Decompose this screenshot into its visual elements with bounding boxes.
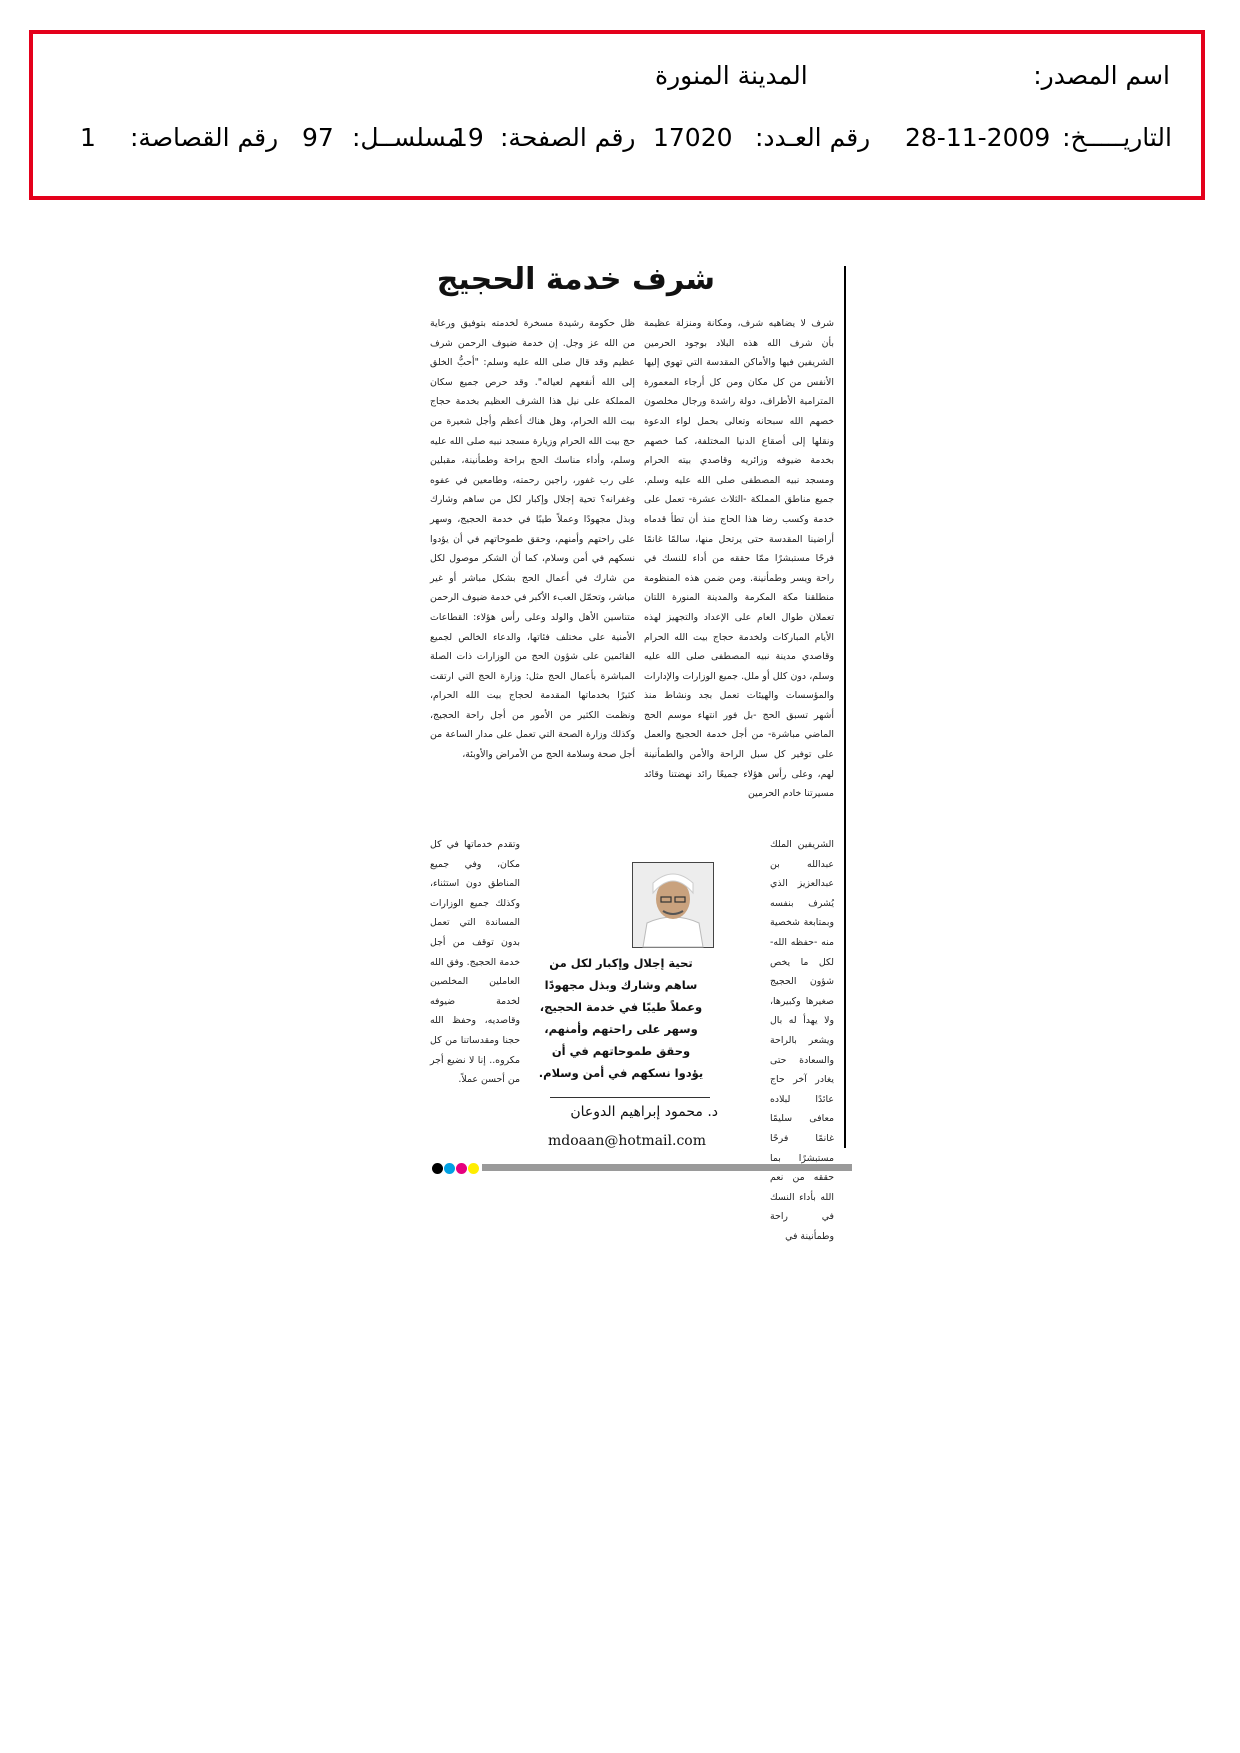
registration-dot-magenta [456,1163,467,1174]
article-title: شرف خدمة الحجيج [436,262,715,297]
author-name: د. محمود إبراهيم الدوعان [570,1104,718,1120]
registration-dot-cyan [444,1163,455,1174]
bottom-bar [482,1164,852,1171]
column-rule [844,266,846,1148]
article-column-left-continued: وتقدم خدماتها في كل مكان، وفي جميع المناطق دون استثناء، وكذلك جميع الوزارات المساندة التي تعمل بدون توقف من أجل خدمة الحجيج. وفق الله العاملين المخلصين لخدمة ضيوفه وقاصديه، وحفظ الله حجنا ومقدساتنا من كل مكروه.. إنا لا نضيع أجر من أحسن عملاً. [430,839,520,1086]
page-label: رقم الصفحة: [500,123,636,152]
source-value: المدينة المنورة [655,61,808,90]
author-email: mdoaan@hotmail.com [547,1133,706,1149]
article-column-left: ظل حكومة رشيدة مسخرة لخدمته بتوفيق ورعاية من الله عز وجل. إن خدمة ضيوف الرحمن شرف عظيم وقد قال صلى الله عليه وسلم: "أحبُّ الخلق إلى الله أنفعهم لعياله". وقد حرص جميع سكان المملكة على نيل هذا الشرف العظيم بخدمة حجاج بيت الله الحرام، وهل هناك أعظم وأجل شعيرة من حج بيت الله الحرام وزيارة مسجد نبيه صلى الله عليه وسلم، وأداء مناسك الحج براحة وطمأنينة، مقبلين على رب غفور، راجين رحمته، وطامعين في عفوه وغفرانه؟ تحية إجلال وإكبار لكل من ساهم وشارك وبذل مجهودًا وعملاً طيبًا في خدمة الحجيج، وسهر على راحتهم وأمنهم، وحقق طموحاتهم في أن يؤدوا نسكهم في أمن وسلام، كما أن الشكر موصول لكل من شارك في أعمال الحج بشكل مباشر أو غير مباشر، وتحمّل العبء الأكبر في خدمة ضيوف الرحمن متناسين الأهل والولد وعلى رأس هؤلاء: القطاعات الأمنية على مختلف فئاتها، والدعاء الخالص لجميع القائمين على شؤون الحج من الوزارات ذات الصلة المباشرة بأعمال الحج مثل: وزارة الحج التي ارتقت كثيرًا بخدماتها المقدمة لحجاج بيت الله الحرام، ونظمت الكثير من الأمور من أجل راحة الحجيج، وكذلك وزارة الصحة التي تعمل على مدار الساعة من أجل صحة وسلامة الحج من الأمراض والأوبئة، [430,318,635,761]
registration-dot-black [432,1163,443,1174]
registration-dot-yellow [468,1163,479,1174]
issue-label: رقم العـدد: [755,123,871,152]
pull-quote: تحية إجلال وإكبار لكل من ساهم وشارك وبذل مجهودًا وعملاً طيبًا في خدمة الحجيج، وسهر على راحتهم وأمنهم، وحقق طموحاتهم في أن يؤدوا نسكهم في أمن وسلام. [538,956,704,1080]
article-column-right: شرف لا يضاهيه شرف، ومكانة ومنزلة عظيمة بأن شرف الله هذه البلاد بوجود الحرمين الشريفين فيها والأماكن المقدسة التي تهوي إليها الأنفس من كل مكان ومن كل أرجاء المعمورة المترامية الأطراف، دولة راشدة ورجال مخلصون خصهم الله سبحانه وتعالى بحمل لواء الدعوة ونقلها إلى أصقاع الدنيا المختلفة، كما خصهم بخدمة ضيوفه وزائريه وقاصدي بيته الحرام ومسجد نبيه المصطفى صلى الله عليه وسلم. جميع مناطق المملكة -الثلاث عشرة- تعمل على خدمة وكسب رضا هذا الحاج منذ أن تطأ قدماه أراضينا المقدسة حتى يرتحل منها، سالمًا غانمًا فرحًا مستبشرًا ممّا حققه من أداء للنسك في راحة ويسر وطمأنينة. ومن ضمن هذه المنظومة منطلقنا مكة المكرمة والمدينة المنورة اللتان تعملان طوال العام على الإعداد والتجهيز لهذه الأيام المباركات ولخدمة حجاج بيت الله الحرام وقاصدي مدينة نبيه المصطفى صلى الله عليه وسلم، دون كلل أو ملل. جميع الوزارات والإدارات والمؤسسات والهيئات تعمل بجد ونشاط منذ أشهر تسبق الحج -بل فور انتهاء موسم الحج الماضي مباشرة- من أجل خدمة الحجيج والعمل على توفير كل سبل الراحة والأمن والطمأنينة لهم، وعلى رأس هؤلاء جميعًا رائد نهضتنا وقائد مسيرتنا خادم الحرمين [644,318,834,800]
date-value: 28-11-2009 [905,123,1051,152]
author-photo [632,862,714,948]
article-column-right-continued: الشريفين الملك عبدالله بن عبدالعزيز الذي يُشرف بنفسه وبمتابعة شخصية منه -حفظه الله- لكل ما يخص شؤون الحجيج صغيرها وكبيرها، ولا يهدأ له بال ويشعر بالراحة والسعادة حتى يغادر آخر حاج عائدًا لبلاده معافى سليمًا غانمًا فرحًا مستبشرًا بما حققه من نعم الله بأداء النسك في راحة وطمأنينة في [770,839,834,1242]
serial-label: مسلســل: [352,123,461,152]
author-portrait-icon [633,863,713,947]
registration-marks [432,1163,479,1174]
clip-value: 1 [80,123,96,152]
signature-rule [550,1097,710,1098]
serial-value: 97 [302,123,334,152]
metadata-box [29,30,1205,200]
issue-value: 17020 [653,123,733,152]
clip-label: رقم القصاصة: [130,123,279,152]
source-label: اسم المصدر: [1033,61,1170,90]
page-value: 19 [452,123,484,152]
date-label: التاريـــــخ: [1062,123,1172,152]
